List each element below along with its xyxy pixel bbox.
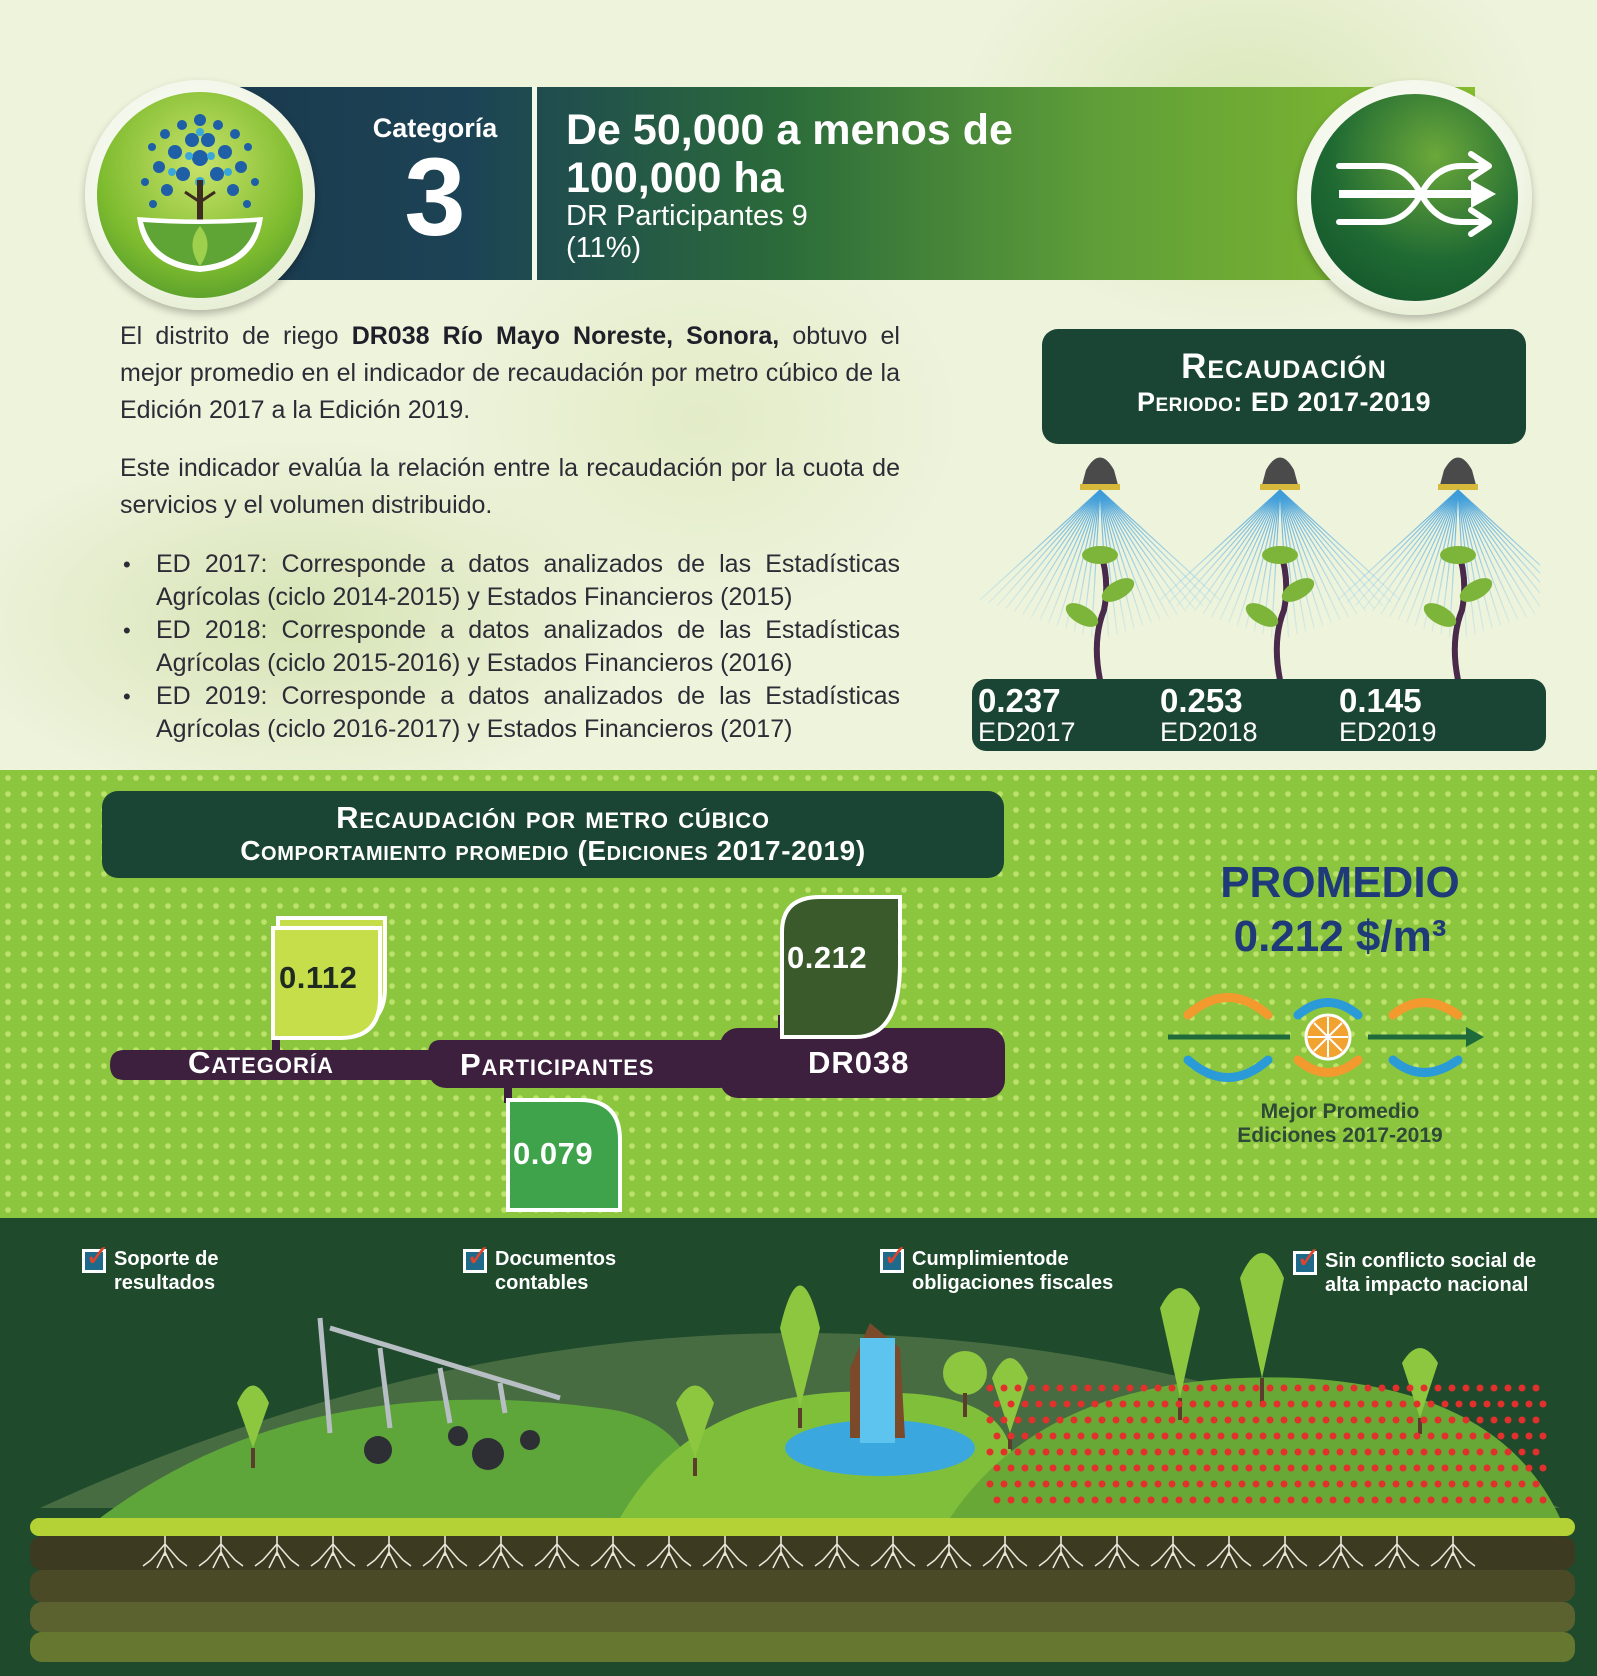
header-title: De 50,000 a menos de 100,000 ha — [566, 106, 1013, 202]
promedio-caption — [1165, 1100, 1515, 1148]
check-line-2: contables — [495, 1272, 589, 1294]
comparison-title: Recaudación por metro cúbico — [336, 800, 770, 835]
edition-notes-list — [120, 548, 900, 746]
value-ed2019 — [1339, 684, 1437, 746]
comparison-subtitle: Comportamiento promedio (Ediciones 2017-2019) — [240, 835, 866, 866]
sprinkler-icon — [1262, 458, 1298, 486]
checkbox-icon: ✓ — [880, 1249, 904, 1273]
recaudacion-period: Periodo: ED 2017-2019 — [1136, 387, 1432, 417]
desc-district: DR038 Río Mayo Noreste, Sonora, — [351, 322, 780, 350]
category-number: 3 — [404, 136, 466, 259]
caption-line-2: Ediciones 2017-2019 — [1237, 1124, 1443, 1147]
checkbox-icon: ✓ — [463, 1249, 487, 1273]
value-number: 0.237 — [978, 682, 1061, 719]
tree-logo-icon — [97, 92, 303, 298]
plant-icon — [1277, 550, 1286, 680]
shuffle-badge — [1297, 80, 1532, 315]
value-number: 0.145 — [1339, 682, 1422, 719]
check-line-1: Cumplimientode — [912, 1248, 1069, 1270]
promedio-label: PROMEDIO — [1220, 858, 1460, 907]
value-categoria: 0.112 — [279, 960, 358, 995]
list-item: • ED 2017: Corresponde a datos analizados de las Estadísticas Agrícolas (ciclo 2014-2015) y Estados Financieros (2015) — [120, 548, 900, 614]
check-conflicto — [1293, 1242, 1537, 1297]
label-categoria: Categoría — [188, 1045, 334, 1080]
desc-suffix: obtuvo el mejor promedio en el indicador de recaudación por metro cúbico de la Edición 2017 a la Edición 2019. — [120, 322, 900, 424]
check-soporte — [82, 1240, 219, 1295]
description-paragraph-1 — [120, 318, 900, 429]
value-participantes: 0.079 — [513, 1136, 594, 1171]
sprinkler-icon — [1440, 458, 1476, 486]
check-line-1: Sin conflicto social de — [1325, 1250, 1537, 1272]
description-paragraph-2: Este indicador evalúa la relación entre la recaudación por la cuota de servicios y el volumen distribuido. — [120, 454, 900, 519]
value-ed2017 — [978, 684, 1076, 746]
checkbox-icon: ✓ — [82, 1249, 106, 1273]
plant-icon — [1455, 550, 1464, 680]
logo-badge — [85, 80, 315, 310]
recaudacion-title: Recaudación — [1181, 347, 1387, 386]
value-edition: ED2017 — [978, 717, 1076, 747]
comparison-header — [102, 791, 1004, 878]
promedio-value: 0.212 $/m³ — [1233, 912, 1447, 961]
caption-line-1: Mejor Promedio — [1260, 1100, 1420, 1123]
value-dr038: 0.212 — [787, 940, 868, 975]
check-line-1: Soporte de — [114, 1248, 219, 1270]
check-line-2: obligaciones fiscales — [912, 1272, 1114, 1294]
value-edition: ED2019 — [1339, 717, 1437, 747]
plant-icon — [1097, 550, 1106, 680]
header-participants — [566, 200, 808, 264]
list-item: • ED 2019: Corresponde a datos analizados de las Estadísticas Agrícolas (ciclo 2016-2017) y Estados Financieros (2017) — [120, 680, 900, 746]
check-cumplimiento — [880, 1240, 1114, 1295]
check-line-2: alta impacto nacional — [1325, 1274, 1529, 1296]
recaudacion-header — [1042, 329, 1526, 444]
waves-arrow-icon — [1168, 985, 1488, 1090]
sprinkler-icon — [1082, 458, 1118, 486]
check-line-1: Documentos — [495, 1248, 617, 1270]
value-ed2018 — [1160, 684, 1258, 746]
shuffle-arrows-icon — [1311, 94, 1518, 301]
category-label: Categoría — [372, 113, 498, 143]
checkbox-icon: ✓ — [1293, 1251, 1317, 1275]
sprinklers-illustration — [980, 440, 1540, 690]
value-number: 0.253 — [1160, 682, 1243, 719]
check-documentos — [463, 1240, 617, 1295]
check-line-2: resultados — [114, 1272, 216, 1294]
list-item: • ED 2018: Corresponde a datos analizados de las Estadísticas Agrícolas (ciclo 2015-2016) y Estados Financieros (2016) — [120, 614, 900, 680]
label-participantes: Participantes — [460, 1047, 655, 1082]
participants-count: DR Participantes 9 — [566, 200, 808, 232]
header-divider — [532, 87, 537, 280]
desc-prefix: El distrito de riego — [120, 322, 339, 350]
participants-percentage: (11%) — [566, 232, 642, 264]
value-edition: ED2018 — [1160, 717, 1258, 747]
label-dr038: DR038 — [808, 1045, 910, 1080]
